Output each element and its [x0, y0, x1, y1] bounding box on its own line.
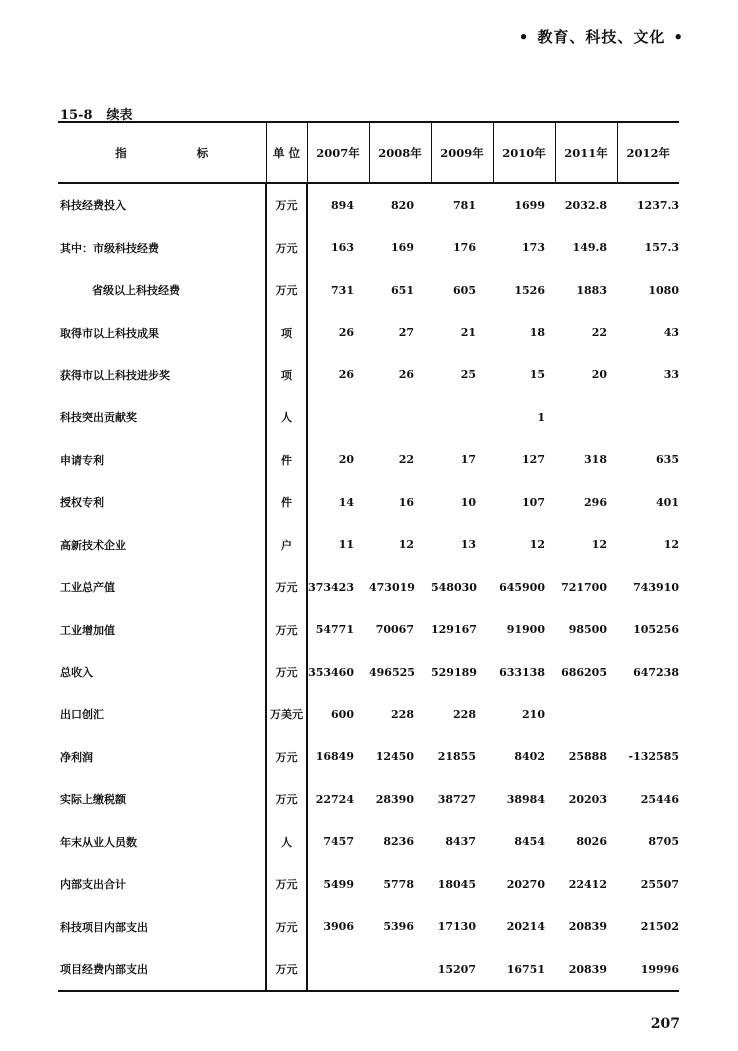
statistics-table — [58, 121, 679, 992]
row-value-2009: 15207 — [431, 948, 493, 991]
row-value-2010: 38984 — [506, 792, 545, 806]
table-row — [58, 608, 679, 650]
row-indicator: 工业总产值 — [60, 581, 115, 595]
header-year-2008: 2008年 — [369, 122, 431, 183]
row-value-2012 — [617, 396, 679, 438]
header-year-2011: 2011年 — [555, 122, 617, 183]
row-value-2011: 22 — [591, 326, 607, 340]
row-value-2009: 10 — [460, 495, 476, 509]
row-indicator: 科技经费投入 — [60, 199, 126, 213]
table-body — [58, 183, 679, 991]
table-row — [58, 481, 679, 523]
bullet-right: • — [673, 28, 684, 46]
row-unit: 万元 — [266, 948, 307, 991]
row-value-2008: 169 — [391, 241, 414, 255]
row-value-2009: 781 — [453, 198, 476, 212]
row-value-2011: 22412 — [568, 877, 607, 891]
row-unit: 万元 — [266, 269, 307, 311]
row-value-2009: 8437 — [445, 835, 476, 849]
row-value-2007: 353460 — [308, 665, 354, 679]
row-unit: 万元 — [266, 778, 307, 820]
row-unit: 项 — [266, 354, 307, 396]
row-value-2008: 70067 — [375, 623, 414, 637]
row-value-2010: 210 — [522, 707, 545, 721]
row-indicator: 高新技术企业 — [60, 538, 126, 552]
row-value-2011: 318 — [584, 453, 607, 467]
row-value-2012: 1080 — [648, 283, 679, 297]
row-indicator: 总收入 — [60, 666, 93, 680]
row-value-2009: 25 — [460, 368, 476, 382]
row-value-2007: 14 — [338, 495, 354, 509]
row-value-2009 — [431, 396, 493, 438]
row-value-2008: 28390 — [375, 792, 414, 806]
row-value-2008: 820 — [391, 198, 414, 212]
row-unit: 万元 — [266, 183, 307, 226]
row-indicator: 出口创汇 — [60, 708, 104, 722]
row-value-2012: 33 — [663, 368, 679, 382]
header-row — [58, 122, 679, 183]
row-value-2012: 743910 — [633, 580, 679, 594]
row-value-2007: 3906 — [323, 920, 354, 934]
row-value-2010: 1699 — [514, 198, 545, 212]
row-value-2012: 157.3 — [644, 241, 679, 255]
row-value-2008: 5396 — [383, 920, 414, 934]
bullet-left: • — [518, 28, 530, 46]
page-number: 207 — [650, 1016, 680, 1032]
row-value-2007: 373423 — [308, 580, 354, 594]
table-row — [58, 439, 679, 481]
row-value-2007: 7457 — [323, 835, 354, 849]
row-value-2011: 149.8 — [572, 241, 607, 255]
row-value-2009: 548030 — [431, 580, 477, 594]
row-value-2011: 20839 — [568, 920, 607, 934]
table-number: 15-8 — [60, 108, 93, 123]
row-value-2012: 25507 — [640, 877, 679, 891]
row-value-2012: 647238 — [633, 665, 679, 679]
row-value-2011: 98500 — [568, 623, 607, 637]
header-year-2012: 2012年 — [617, 122, 679, 183]
table-row — [58, 226, 679, 268]
row-value-2010: 15 — [529, 368, 545, 382]
row-value-2012: 12 — [663, 538, 679, 552]
row-value-2007 — [307, 396, 369, 438]
header-indicator-char-2: 标 — [196, 145, 209, 160]
row-value-2012: 19996 — [617, 948, 679, 991]
table-row — [58, 821, 679, 863]
row-unit: 件 — [266, 439, 307, 481]
row-value-2009: 176 — [453, 241, 476, 255]
row-value-2010: 20270 — [506, 877, 545, 891]
row-value-2009: 228 — [453, 707, 476, 721]
row-value-2007: 26 — [338, 326, 354, 340]
row-value-2008 — [369, 396, 431, 438]
row-value-2012: 25446 — [640, 792, 679, 806]
row-value-2007: 22724 — [315, 792, 354, 806]
row-unit: 万元 — [266, 905, 307, 947]
row-indicator: 申请专利 — [60, 453, 104, 467]
row-value-2008 — [369, 948, 431, 991]
row-value-2012: 8705 — [648, 835, 679, 849]
table-row — [58, 905, 679, 947]
row-indicator: 其中：市级科技经费 — [60, 241, 159, 255]
row-value-2010: 173 — [522, 241, 545, 255]
row-indicator: 获得市以上科技进步奖 — [60, 368, 170, 382]
row-indicator: 取得市以上科技成果 — [60, 326, 159, 340]
row-indicator: 项目经费内部支出 — [58, 948, 266, 991]
row-value-2008: 8236 — [383, 835, 414, 849]
row-value-2010: 20214 — [506, 920, 545, 934]
row-value-2008: 12 — [398, 538, 414, 552]
row-value-2009: 529189 — [431, 665, 477, 679]
row-value-2012 — [617, 693, 679, 735]
row-value-2011: 20839 — [555, 948, 617, 991]
row-value-2012: 21502 — [640, 920, 679, 934]
row-value-2008: 27 — [398, 326, 414, 340]
row-value-2008: 473019 — [369, 580, 415, 594]
row-value-2009: 38727 — [437, 792, 476, 806]
header-year-2009: 2009年 — [431, 122, 493, 183]
row-unit: 万元 — [266, 566, 307, 608]
table-row — [58, 693, 679, 735]
row-value-2009: 17 — [460, 453, 476, 467]
row-value-2010: 633138 — [499, 665, 545, 679]
table-row — [58, 948, 679, 991]
table-row — [58, 736, 679, 778]
row-value-2010: 8454 — [514, 835, 545, 849]
header-indicator — [58, 122, 266, 183]
row-value-2010: 1526 — [514, 283, 545, 297]
table-row — [58, 651, 679, 693]
row-unit: 万元 — [266, 651, 307, 693]
row-indicator: 科技项目内部支出 — [60, 920, 148, 934]
row-value-2010: 127 — [522, 453, 545, 467]
running-head-title: 教育、科技、文化 — [537, 28, 666, 46]
row-indicator: 实际上缴税额 — [60, 793, 126, 807]
row-value-2009: 605 — [453, 283, 476, 297]
row-value-2011: 12 — [591, 538, 607, 552]
table-row — [58, 183, 679, 226]
header-year-2007: 2007年 — [307, 122, 369, 183]
row-value-2011: 25888 — [568, 750, 607, 764]
row-unit: 万元 — [266, 863, 307, 905]
row-value-2008: 22 — [398, 453, 414, 467]
row-unit: 万元 — [266, 226, 307, 268]
row-value-2009: 21 — [460, 326, 476, 340]
row-value-2008: 26 — [398, 368, 414, 382]
table-row — [58, 311, 679, 353]
row-unit: 万元 — [266, 608, 307, 650]
table-row — [58, 524, 679, 566]
row-value-2011: 8026 — [576, 835, 607, 849]
row-value-2011: 721700 — [561, 580, 607, 594]
row-indicator: 科技突出贡献奖 — [60, 411, 137, 425]
row-value-2007: 54771 — [315, 623, 354, 637]
row-value-2007: 600 — [331, 707, 354, 721]
row-value-2010: 12 — [529, 538, 545, 552]
row-value-2012: 1237.3 — [636, 198, 679, 212]
row-indicator: 净利润 — [60, 750, 93, 764]
row-value-2010: 8402 — [514, 750, 545, 764]
row-indicator: 年末从业人员数 — [60, 835, 137, 849]
row-value-2007: 26 — [338, 368, 354, 382]
table-row — [58, 566, 679, 608]
row-indicator: 工业增加值 — [60, 623, 115, 637]
row-indicator: 授权专利 — [60, 496, 104, 510]
row-value-2011: 20203 — [568, 792, 607, 806]
row-value-2010: 645900 — [499, 580, 545, 594]
table-row — [58, 396, 679, 438]
row-value-2010: 1 — [537, 410, 545, 424]
row-value-2010: 91900 — [506, 623, 545, 637]
row-unit: 户 — [266, 524, 307, 566]
row-unit: 万美元 — [266, 693, 307, 735]
row-value-2012: 635 — [656, 453, 679, 467]
row-value-2009: 18045 — [437, 877, 476, 891]
row-value-2007: 894 — [331, 198, 354, 212]
row-value-2009: 21855 — [437, 750, 476, 764]
row-value-2011: 20 — [591, 368, 607, 382]
table-row — [58, 354, 679, 396]
row-value-2010: 18 — [529, 326, 545, 340]
row-value-2008: 651 — [391, 283, 414, 297]
header-indicator-char-1: 指 — [115, 145, 127, 160]
row-value-2007: 731 — [331, 283, 354, 297]
header-unit: 单 位 — [266, 122, 307, 183]
row-value-2008: 228 — [391, 707, 414, 721]
row-value-2011 — [555, 693, 617, 735]
row-unit: 人 — [266, 396, 307, 438]
row-value-2012: 105256 — [633, 623, 679, 637]
row-value-2007: 11 — [338, 538, 354, 552]
row-value-2008: 12450 — [375, 750, 414, 764]
row-value-2007: 5499 — [323, 877, 354, 891]
row-value-2012: 401 — [656, 495, 679, 509]
row-value-2008: 496525 — [369, 665, 415, 679]
row-value-2011: 2032.8 — [564, 198, 607, 212]
row-unit: 件 — [266, 481, 307, 523]
row-value-2007: 20 — [338, 453, 354, 467]
row-value-2011: 686205 — [561, 665, 607, 679]
row-value-2010: 107 — [522, 495, 545, 509]
row-value-2008: 5778 — [383, 877, 414, 891]
row-value-2009: 129167 — [431, 623, 477, 637]
row-value-2008: 16 — [398, 495, 414, 509]
row-value-2011: 1883 — [576, 283, 607, 297]
row-unit: 项 — [266, 311, 307, 353]
row-unit: 人 — [266, 821, 307, 863]
row-indicator: 内部支出合计 — [60, 878, 126, 892]
row-unit: 万元 — [266, 736, 307, 778]
table-row — [58, 863, 679, 905]
row-value-2011: 296 — [584, 495, 607, 509]
row-value-2010: 16751 — [493, 948, 555, 991]
row-value-2011 — [555, 396, 617, 438]
running-head — [511, 26, 692, 47]
row-value-2007 — [307, 948, 369, 991]
row-value-2012: 43 — [663, 326, 679, 340]
row-value-2007: 16849 — [315, 750, 354, 764]
header-year-2010: 2010年 — [493, 122, 555, 183]
table-row — [58, 778, 679, 820]
row-value-2012: -132585 — [628, 750, 679, 764]
row-value-2009: 17130 — [437, 920, 476, 934]
row-indicator: 省级以上科技经费 — [92, 284, 180, 298]
row-value-2009: 13 — [460, 538, 476, 552]
table-caption-text: 续表 — [106, 108, 133, 123]
table-row — [58, 269, 679, 311]
row-value-2007: 163 — [331, 241, 354, 255]
